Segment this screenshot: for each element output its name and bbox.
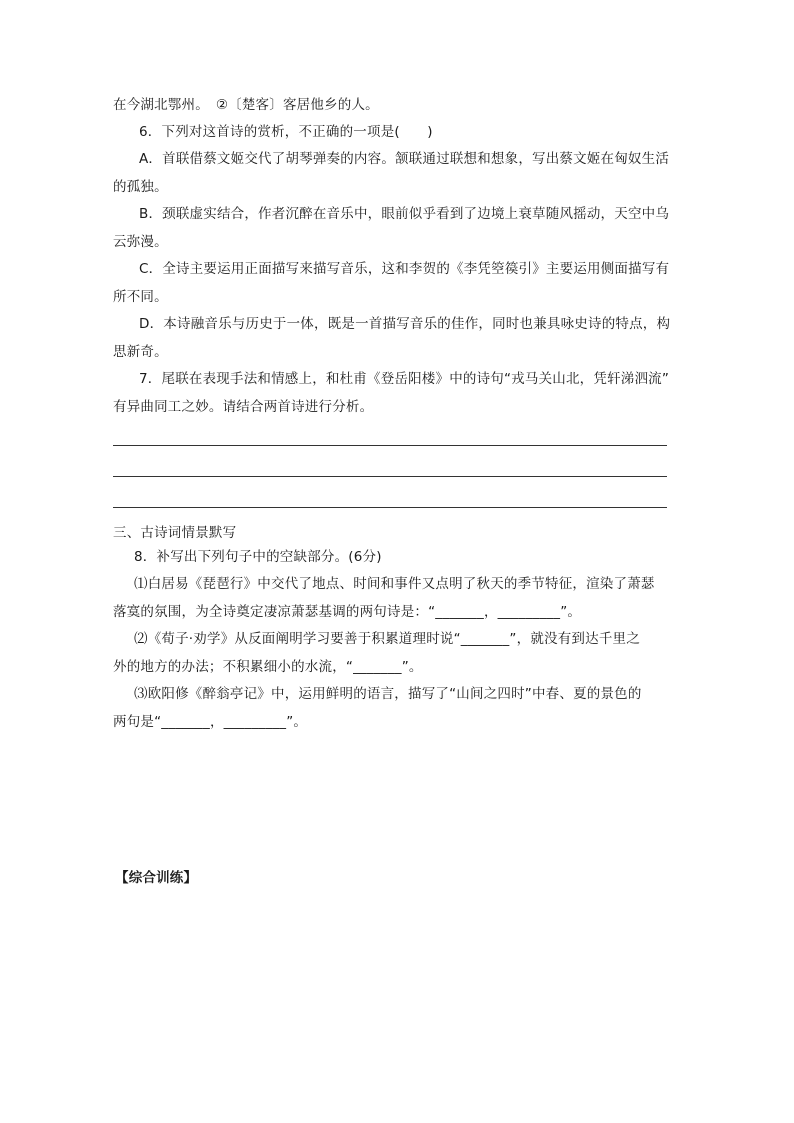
answer-blank-line-1[interactable] xyxy=(113,445,667,446)
option-b-line1: B．颈联虚实结合，作者沉醉在音乐中，眼前似乎看到了边境上衰草随风摇动，天空中乌 xyxy=(139,206,670,222)
question-6: 6．下列对这首诗的赏析，不正确的一项是( ) xyxy=(139,124,433,140)
question-7-line2: 有异曲同工之妙。请结合两首诗进行分析。 xyxy=(113,399,374,415)
annotation-line: 在今湖北鄂州。 ②〔楚客〕客居他乡的人。 xyxy=(113,97,379,113)
training-heading: 【综合训练】 xyxy=(115,870,198,886)
item-2-line1: ⑵《荀子·劝学》从反面阐明学习要善于积累道理时说“_______”，就没有到达千里之 xyxy=(134,631,640,647)
option-b-line2: 云弥漫。 xyxy=(113,234,168,250)
option-d-line2: 思新奇。 xyxy=(113,344,168,360)
option-a-line1: A．首联借蔡文姬交代了胡琴弹奏的内容。颔联通过联想和想象，写出蔡文姬在匈奴生活 xyxy=(139,151,670,167)
item-2-line2: 外的地方的办法；不积累细小的水流，“_______”。 xyxy=(113,659,423,675)
item-3-line1: ⑶欧阳修《醉翁亭记》中，运用鲜明的语言，描写了“山间之四时”中春、夏的景色的 xyxy=(134,686,642,702)
answer-blank-line-2[interactable] xyxy=(113,476,667,477)
question-8: 8．补写出下列句子中的空缺部分。(6分) xyxy=(134,549,382,565)
section-3-heading: 三、古诗词情景默写 xyxy=(113,525,237,541)
option-c-line1: C．全诗主要运用正面描写来描写音乐，这和李贺的《李凭箜篌引》主要运用侧面描写有 xyxy=(139,261,670,277)
item-1-line2: 落寞的氛围，为全诗奠定凄凉萧瑟基调的两句诗是：“_______，_________”。 xyxy=(113,604,582,620)
option-c-line2: 所不同。 xyxy=(113,289,168,305)
option-a-line2: 的孤独。 xyxy=(113,179,168,195)
question-7-line1: 7．尾联在表现手法和情感上，和杜甫《登岳阳楼》中的诗句“戎马关山北，凭轩涕泗流” xyxy=(139,371,670,387)
option-d-line1: D．本诗融音乐与历史于一体，既是一首描写音乐的佳作，同时也兼具咏史诗的特点，构 xyxy=(139,316,671,332)
item-3-line2: 两句是“_______，_________”。 xyxy=(113,714,308,730)
answer-blank-line-3[interactable] xyxy=(113,507,667,508)
item-1-line1: ⑴白居易《琵琶行》中交代了地点、时间和事件又点明了秋天的季节特征，渲染了萧瑟 xyxy=(134,576,655,592)
